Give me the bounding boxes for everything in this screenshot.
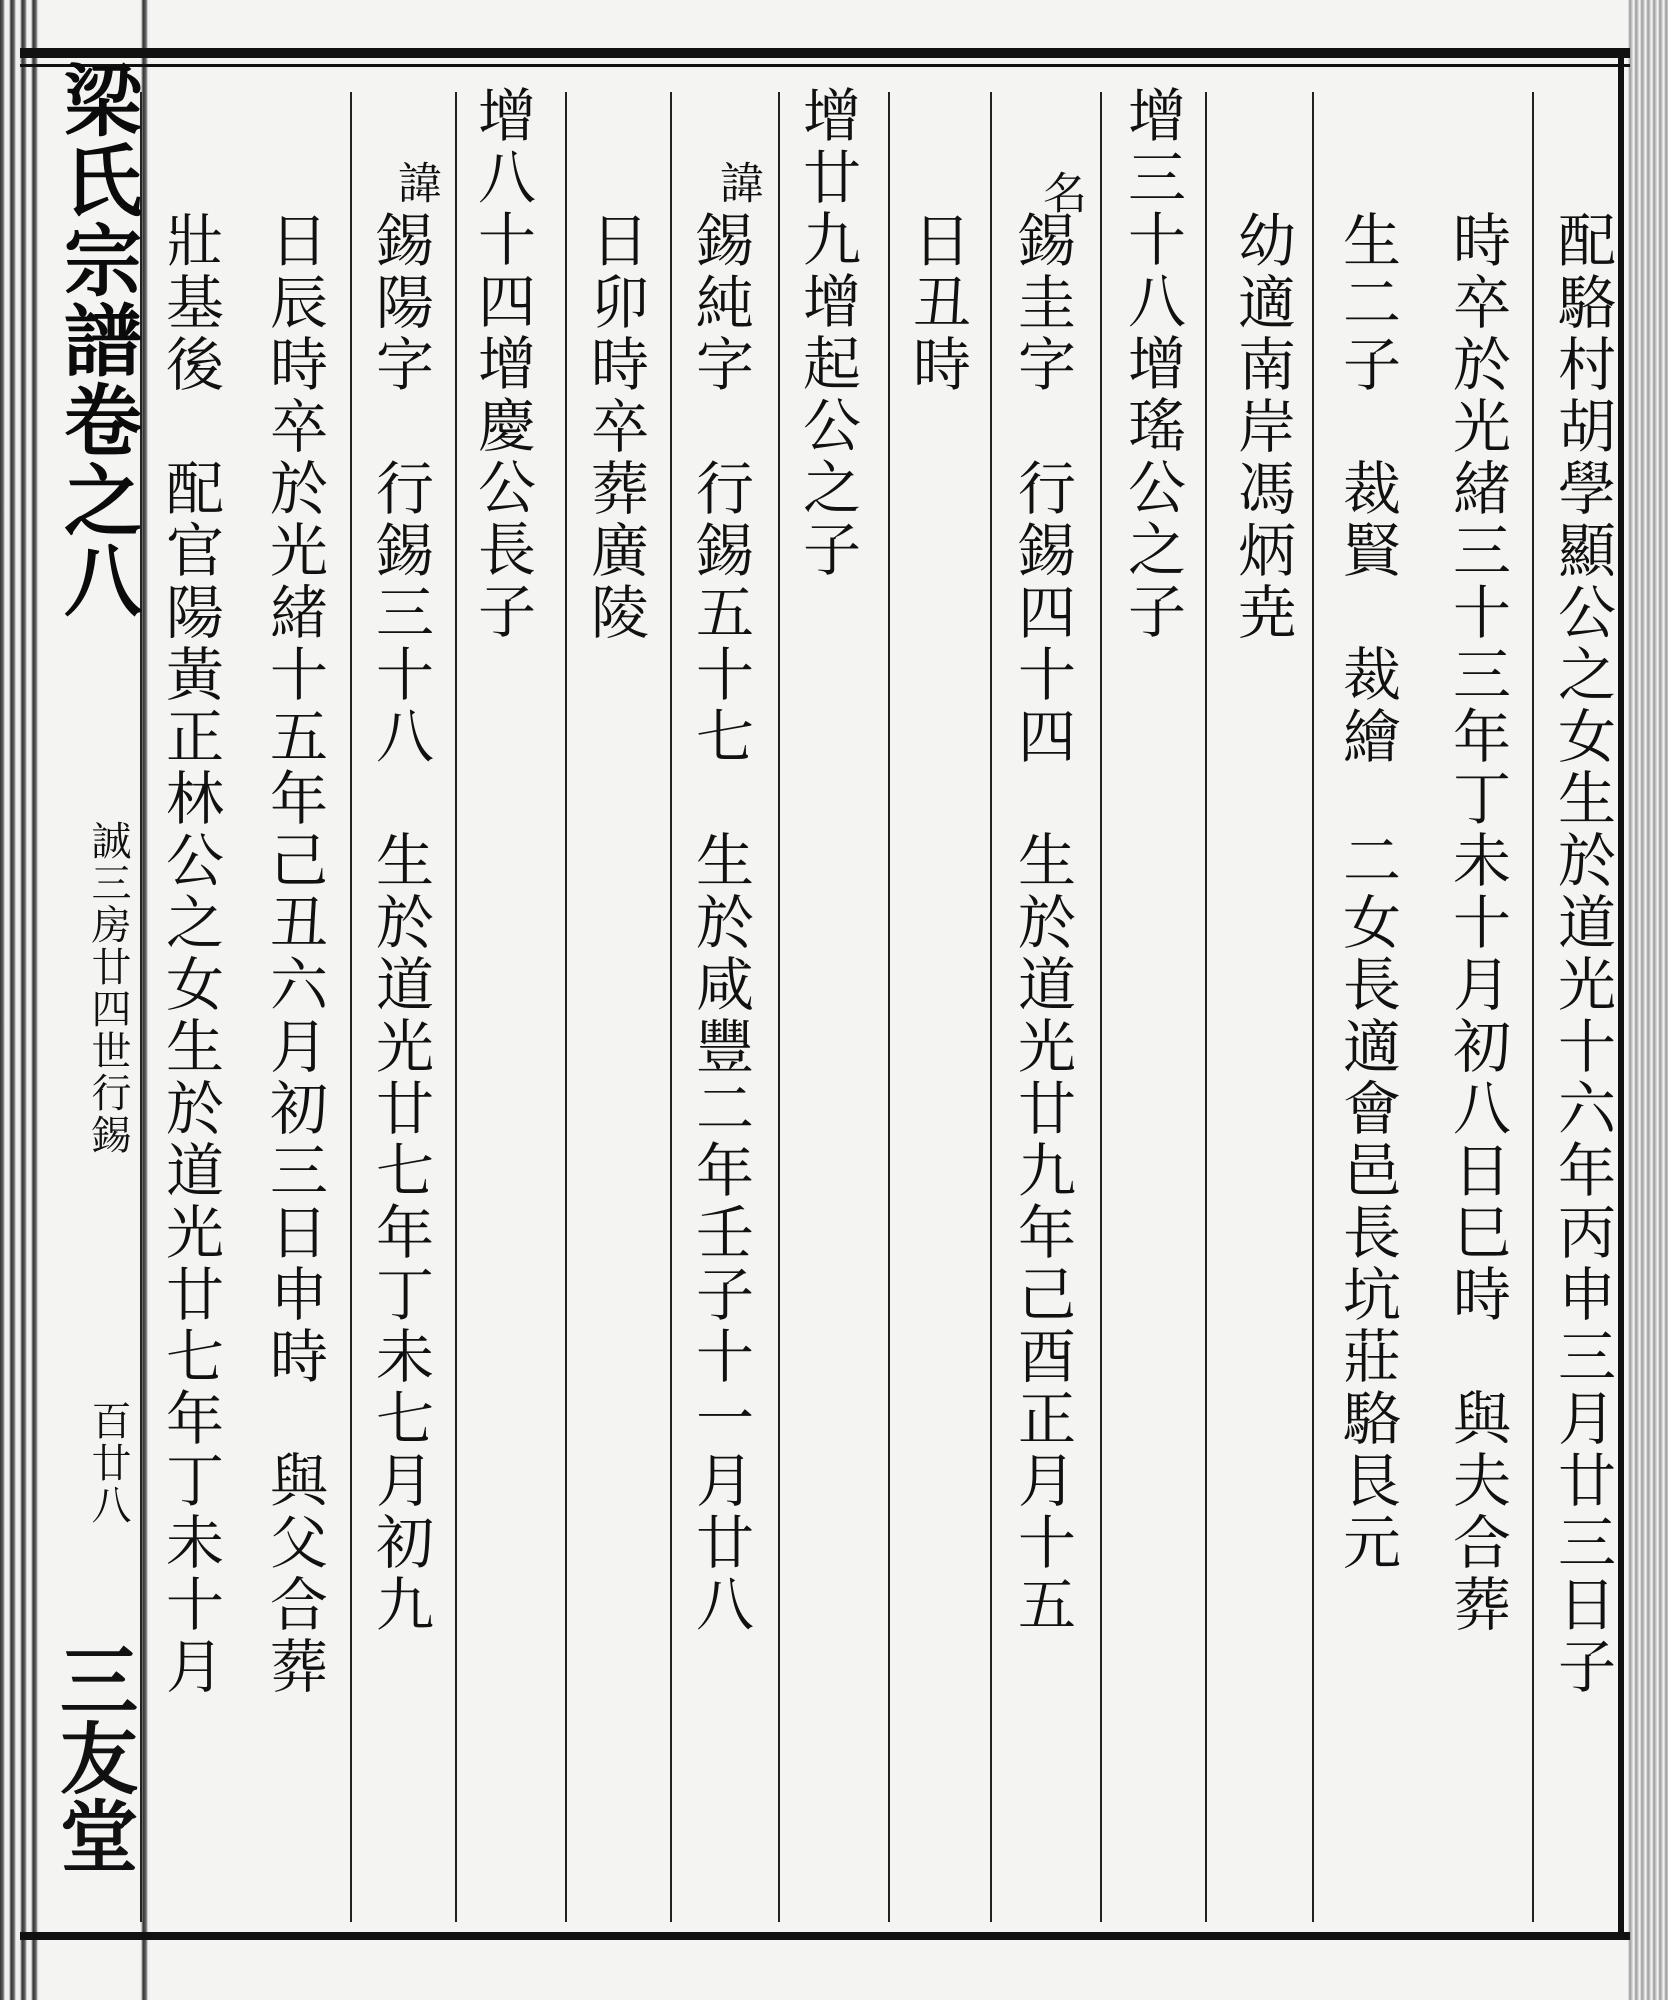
column-divider [778, 92, 780, 1922]
column-divider [1312, 92, 1314, 1922]
text-column-5: 增三十八增瑤公之子 [1118, 85, 1186, 643]
branch-label: 誠三房廿四世行錫 [85, 820, 131, 1156]
frame-right-border [1618, 48, 1624, 1938]
frame-top-border-thin [20, 64, 1630, 67]
hall-name: 三友堂 [47, 1640, 138, 1874]
text-column-6: 錫圭字 行錫四十四 生於道光廿九年己酉正月十五 [1008, 210, 1076, 1636]
right-page-edge [1628, 0, 1668, 2000]
text-column-3: 生二子 裁賢 裁繪 二女長適會邑長坑莊駱艮元 [1333, 210, 1401, 1574]
column-divider [565, 92, 567, 1922]
text-column-13: 日辰時卒於光緒十五年己丑六月初三日申時 與父合葬 [260, 210, 328, 1698]
book-title: 梁氏宗譜卷之八 [51, 60, 142, 620]
column-divider [1100, 92, 1102, 1922]
column-divider [455, 92, 457, 1922]
text-column-9-label: 諱 [712, 160, 763, 206]
column-divider [1205, 92, 1207, 1922]
text-column-6-label: 名 [1035, 170, 1086, 216]
frame-bottom-border [20, 1932, 1630, 1940]
column-divider [1532, 92, 1534, 1922]
text-column-7: 日丑時 [903, 210, 971, 396]
page-number: 百廿八 [85, 1400, 131, 1526]
text-column-1: 配駱村胡學顯公之女生於道光十六年丙申三月廿三日子 [1548, 210, 1616, 1698]
frame-top-border [20, 48, 1630, 58]
text-column-12: 錫陽字 行錫三十八 生於道光廿七年丁未七月初九 [366, 210, 434, 1636]
text-column-8: 增廿九增起公之子 [793, 85, 861, 581]
text-column-2: 時卒於光緒三十三年丁未十月初八日巳時 與夫合葬 [1443, 210, 1511, 1636]
text-column-11: 增八十四增慶公長子 [468, 85, 536, 643]
column-divider [350, 92, 352, 1922]
text-column-9: 錫純字 行錫五十七 生於咸豐二年壬子十一月廿八 [686, 210, 754, 1636]
text-column-12-label: 諱 [390, 160, 441, 206]
text-column-14: 壯基後 配官陽黃正林公之女生於道光廿七年丁未十月 [156, 210, 224, 1698]
text-column-10: 日卯時卒葬廣陵 [581, 210, 649, 644]
text-column-4: 幼適南岸馮炳尭 [1228, 210, 1296, 644]
column-divider [990, 92, 992, 1922]
column-divider [888, 92, 890, 1922]
column-divider [670, 92, 672, 1922]
